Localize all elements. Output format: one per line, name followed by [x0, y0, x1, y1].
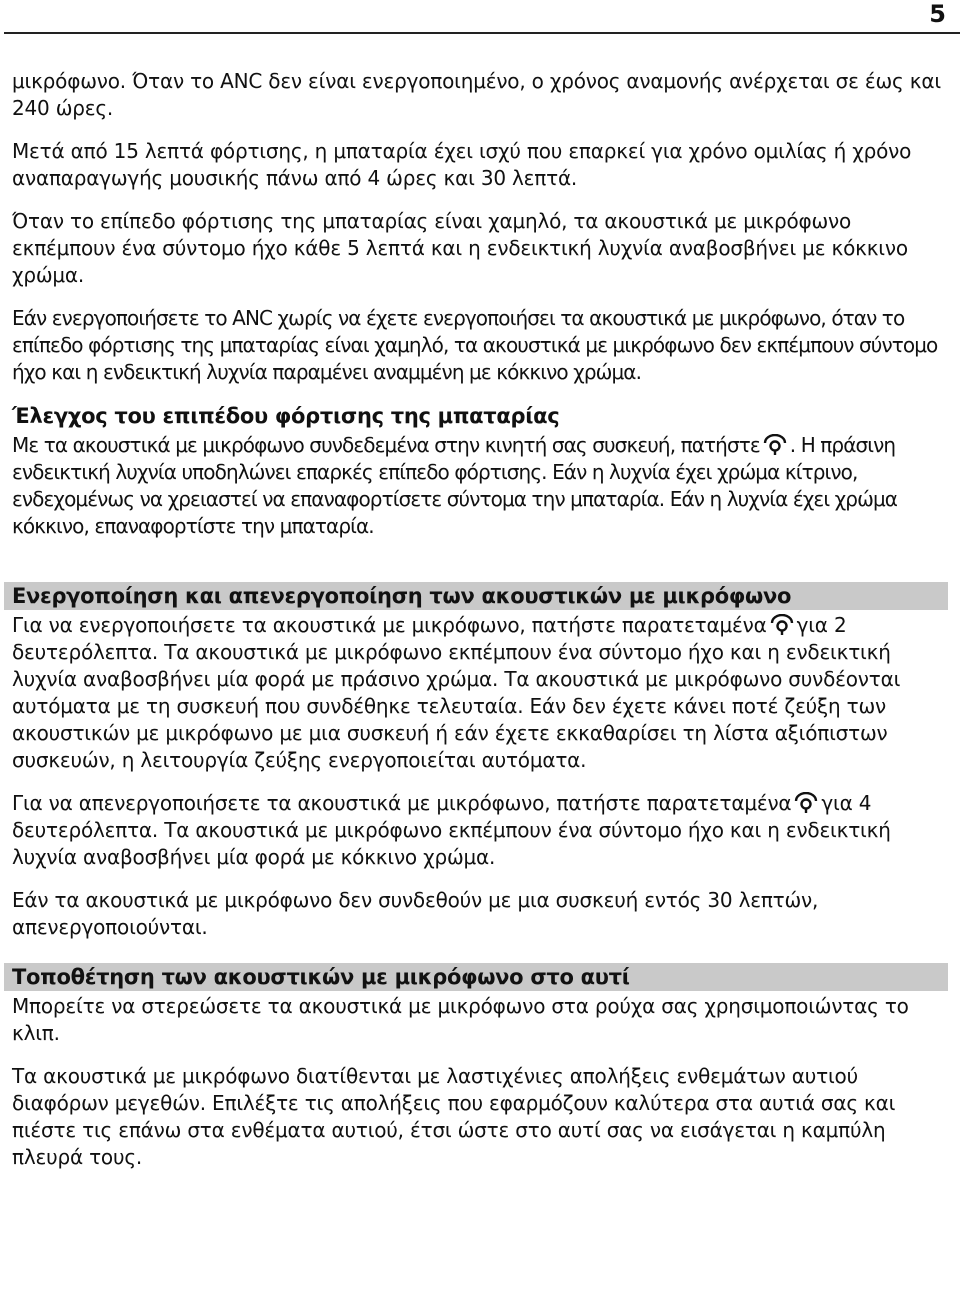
- paragraph-battery-check: [12, 432, 950, 540]
- power-key-icon: [793, 792, 819, 814]
- paragraph-clip: Μπορείτε να στερεώσετε τα ακουστικά με μικρόφωνο στα ρούχα σας χρησιμοποιώντας το κλιπ.: [12, 994, 909, 1045]
- heading-ear-placement: Τοποθέτηση των ακουστικών με μικρόφωνο στο αυτί: [4, 963, 948, 991]
- power-off-text-start: Για να απενεργοποιήσετε τα ακουστικά με μικρόφωνο, πατήστε παρατεταμένα: [12, 791, 792, 815]
- paragraph-anc-low-battery: Εάν ενεργοποιήσετε το ANC χωρίς να έχετε ενεργοποιήσει τα ακουστικά με μικρόφωνο, όταν το επίπεδο φόρτισης της μπαταρίας είναι χαμηλό, τα ακουστικά με μικρόφωνο δεν εκπέμπουν σύντομο ήχο και η ενδεικτική λυχνία παραμένει αναμμένη με κόκκινο χρώμα.: [12, 306, 938, 384]
- battery-check-text-start: Με τα ακουστικά με μικρόφωνο συνδεδεμένα στην κινητή σας συσκευή, πατήστε: [12, 433, 760, 457]
- paragraph-standby: μικρόφωνο. Όταν το ANC δεν είναι ενεργοποιημένο, ο χρόνος αναμονής ανέρχεται σε έως και 240 ώρες.: [12, 69, 941, 120]
- power-on-text-start: Για να ενεργοποιήσετε τα ακουστικά με μικρόφωνο, πατήστε παρατεταμένα: [12, 613, 767, 637]
- paragraph-quick-charge: Μετά από 15 λεπτά φόρτισης, η μπαταρία έχει ισχύ που επαρκεί για χρόνο ομιλίας ή χρόνο αναπαραγωγής μουσικής πάνω από 4 ώρες και 30 λεπτά.: [12, 139, 912, 190]
- paragraph-power-on: [12, 612, 950, 774]
- paragraph-auto-off: Εάν τα ακουστικά με μικρόφωνο δεν συνδεθούν με μια συσκευή εντός 30 λεπτών, απενεργοποιούνται.: [12, 888, 819, 939]
- battery-check-text-end: . Η πράσινη ενδεικτική λυχνία υποδηλώνει επαρκές επίπεδο φόρτισης. Εάν η λυχνία έχει χρώμα κίτρινο, ενδεχομένως να χρειαστεί να επαναφορτίσετε σύντομα την μπαταρία. Εάν η λυχνία έχει χρώμα κόκκινο, επαναφορτίστε την μπαταρία.: [12, 433, 898, 538]
- power-on-text-end: για 2 δευτερόλεπτα. Τα ακουστικά με μικρόφωνο εκπέμπουν ένα σύντομο ήχο και η ενδεικτική λυχνία αναβοσβήνει μία φορά με πράσινο χρώμα. Τα ακουστικά με μικρόφωνο συνδέονται αυτόματα με τη συσκευή που συνδέθηκε τελευταία. Εάν δεν έχετε κάνει ποτέ ζεύξη των ακουστικών με μικρόφωνο με μια συσκευή ή εάν έχετε εκκαθαρίσει τη λίστα αξιόπιστων συσκευών, η λειτουργία ζεύξης ενεργοποιείται αυτόματα.: [12, 613, 901, 772]
- power-off-text-end: για 4 δευτερόλεπτα. Τα ακουστικά με μικρόφωνο εκπέμπουν ένα σύντομο ήχο και η ενδεικτική λυχνία αναβοσβήνει μία φορά με κόκκινο χρώμα.: [12, 791, 891, 869]
- paragraph-ear-tips: Τα ακουστικά με μικρόφωνο διατίθενται με λαστιχένιες απολήξεις ενθεμάτων αυτιού διαφόρων μεγεθών. Επιλέξτε τις απολήξεις που εφαρμόζουν καλύτερα στα αυτιά σας και πιέστε τις επάνω στα ενθέματα αυτιού, έτσι ώστε στο αυτί σας να εισάγεται η καμπύλη πλευρά τους.: [12, 1064, 896, 1169]
- header-rule: [4, 32, 960, 34]
- paragraph-power-off: [12, 790, 950, 871]
- paragraph-low-battery: Όταν το επίπεδο φόρτισης της μπαταρίας είναι χαμηλό, τα ακουστικά με μικρόφωνο εκπέμπουν ένα σύντομο ήχο κάθε 5 λεπτά και η ενδεικτική λυχνία αναβοσβήνει με κόκκινο χρώμα.: [12, 209, 908, 287]
- power-key-icon: [769, 614, 795, 636]
- power-key-icon: [762, 434, 788, 456]
- document-body: [12, 68, 950, 1171]
- heading-power-on-off: Ενεργοποίηση και απενεργοποίηση των ακουστικών με μικρόφωνο: [4, 582, 948, 610]
- heading-battery-check: Έλεγχος του επιπέδου φόρτισης της μπαταρίας: [12, 404, 560, 428]
- page-number: 5: [929, 0, 946, 28]
